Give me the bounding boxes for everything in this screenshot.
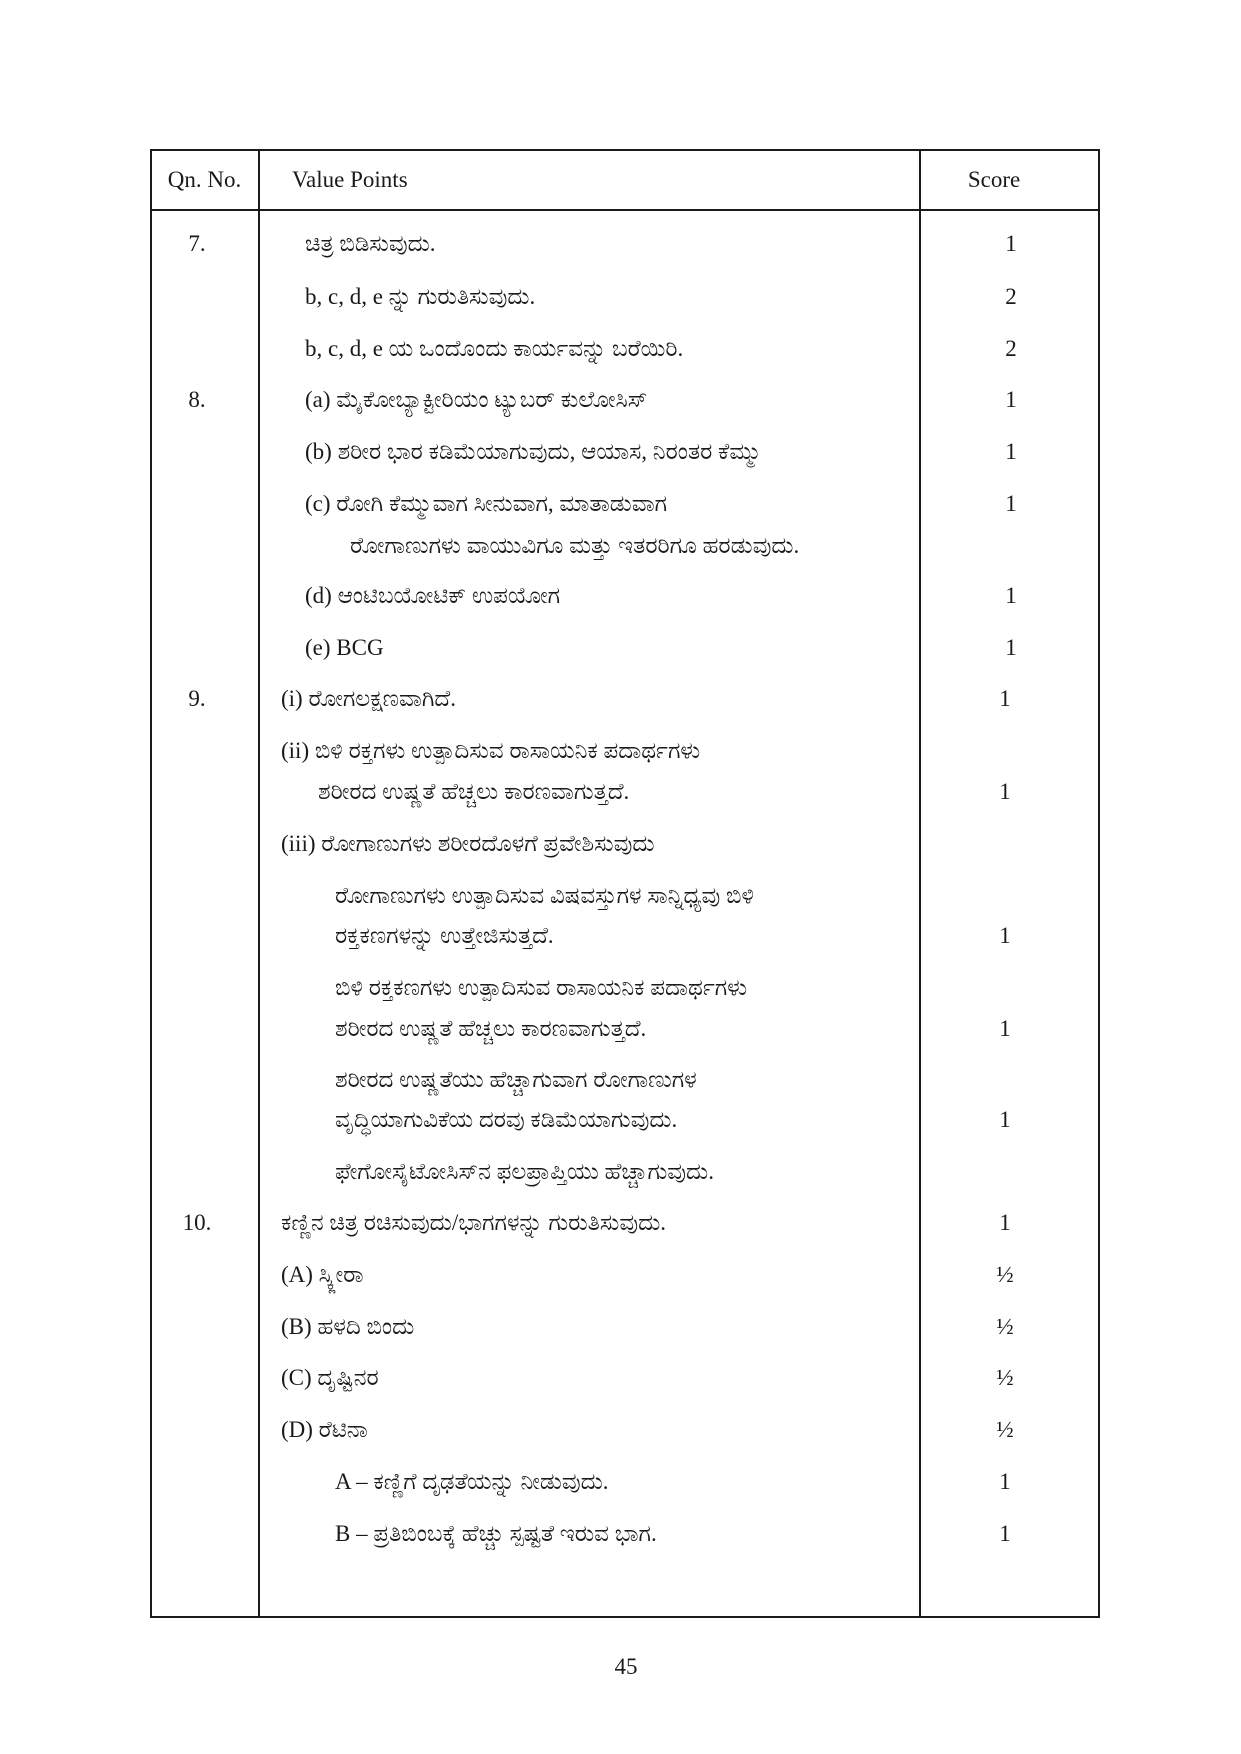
value-point-line: ಶರೀರದ ಉಷ್ಣತೆ ಹೆಚ್ಚಲು ಕಾರಣವಾಗುತ್ತದೆ.: [318, 779, 630, 804]
score-value: 1: [999, 1210, 1011, 1235]
header-score-label: Score: [967, 167, 1021, 192]
score-value: ½: [996, 1365, 1014, 1390]
value-point-line: A – ಕಣ್ಣಿಗೆ ದೃಢತೆಯನ್ನು ನೀಡುವುದು.: [335, 1469, 609, 1494]
question-number: 10.: [182, 1210, 212, 1235]
value-point-line: ರೋಗಾಣುಗಳು ಉತ್ಪಾದಿಸುವ ವಿಷವಸ್ತುಗಳ ಸಾನ್ನಿಧ್ಯವು ಬಿಳಿ: [335, 883, 754, 908]
value-point-line: (d) ಆಂಟಿಬಯೋಟಿಕ್ ಉಪಯೋಗ: [305, 583, 561, 608]
score-value: 1: [1005, 491, 1017, 516]
value-point-line: ಬಿಳಿ ರಕ್ತಕಣಗಳು ಉತ್ಪಾದಿಸುವ ರಾಸಾಯನಿಕ ಪದಾರ್ಥಗಳು: [335, 975, 748, 1000]
score-value: 1: [999, 1521, 1011, 1546]
value-point-line: ರೋಗಾಣುಗಳು ವಾಯುವಿಗೂ ಮತ್ತು ಇತರರಿಗೂ ಹರಡುವುದು.: [350, 533, 800, 558]
score-value: 1: [999, 1469, 1011, 1494]
score-value: ½: [996, 1262, 1014, 1287]
score-value: 1: [999, 779, 1011, 804]
score-value: 1: [999, 1016, 1011, 1041]
page-number: 45: [614, 1654, 638, 1679]
value-point-line: (i) ರೋಗಲಕ್ಷಣವಾಗಿದೆ.: [281, 686, 456, 711]
value-point-line: (D) ರೆಟಿನಾ: [281, 1417, 368, 1442]
value-point-line: ಫೇಗೋಸೈಟೋಸಿಸ್‌ನ ಫಲಪ್ರಾಪ್ತಿಯು ಹೆಚ್ಚಾಗುವುದು.: [335, 1159, 714, 1184]
value-point-line: (c) ರೋಗಿ ಕೆಮ್ಮುವಾಗ ಸೀನುವಾಗ, ಮಾತಾಡುವಾಗ: [305, 491, 668, 516]
score-value: 1: [1005, 439, 1017, 464]
score-value: 1: [1005, 583, 1017, 608]
column-divider-qn: [258, 149, 260, 1618]
score-value: ½: [996, 1314, 1014, 1339]
column-divider-score: [919, 149, 921, 1618]
header-value-points-label: Value Points: [292, 167, 408, 192]
value-point-line: ಕಣ್ಣಿನ ಚಿತ್ರ ರಚಿಸುವುದು/ಭಾಗಗಳನ್ನು ಗುರುತಿಸುವುದು.: [281, 1210, 667, 1235]
score-value: 2: [1005, 336, 1017, 361]
question-number: 8.: [188, 387, 206, 412]
score-value: 1: [1005, 635, 1017, 660]
score-value: 2: [1005, 284, 1017, 309]
value-point-line: B – ಪ್ರತಿಬಿಂಬಕ್ಕೆ ಹೆಚ್ಚು ಸ್ಪಷ್ಟತೆ ಇರುವ ಭಾಗ.: [335, 1521, 657, 1546]
score-value: 1: [999, 686, 1011, 711]
header-divider: [150, 209, 1100, 211]
value-point-line: ಶರೀರದ ಉಷ್ಣತೆ ಹೆಚ್ಚಲು ಕಾರಣವಾಗುತ್ತದೆ.: [335, 1016, 647, 1041]
value-point-line: (e) BCG: [305, 635, 384, 660]
value-point-line: (B) ಹಳದಿ ಬಿಂದು: [281, 1314, 415, 1339]
value-point-line: ರಕ್ತಕಣಗಳನ್ನು ಉತ್ತೇಜಿಸುತ್ತದೆ.: [335, 923, 554, 948]
value-point-line: ಚಿತ್ರ ಬಿಡಿಸುವುದು.: [305, 231, 436, 256]
header-qn-label: Qn. No.: [167, 167, 242, 192]
value-point-line: ವೃದ್ಧಿಯಾಗುವಿಕೆಯ ದರವು ಕಡಿಮೆಯಾಗುವುದು.: [335, 1107, 678, 1132]
value-point-line: b, c, d, e ನ್ನು ಗುರುತಿಸುವುದು.: [305, 284, 536, 309]
value-point-line: (ii) ಬಿಳಿ ರಕ್ತಗಳು ಉತ್ಪಾದಿಸುವ ರಾಸಾಯನಿಕ ಪದಾರ್ಥಗಳು: [281, 738, 701, 763]
value-point-line: (A) ಸ್ಕ್ಲೀರಾ: [281, 1262, 364, 1287]
question-number: 7.: [188, 231, 206, 256]
value-point-line: (a) ಮೈಕೋಬ್ಯಾಕ್ಟೀರಿಯಂ ಟ್ಯುಬರ್ ಕುಲೋಸಿಸ್: [305, 387, 648, 412]
value-point-line: (iii) ರೋಗಾಣುಗಳು ಶರೀರದೊಳಗೆ ಪ್ರವೇಶಿಸುವುದು: [281, 831, 655, 856]
score-value: 1: [999, 923, 1011, 948]
value-point-line: (b) ಶರೀರ ಭಾರ ಕಡಿಮೆಯಾಗುವುದು, ಆಯಾಸ, ನಿರಂತರ ಕೆಮ್ಮು: [305, 439, 762, 464]
score-value: 1: [1005, 387, 1017, 412]
value-point-line: (C) ದೃಷ್ಟಿನರ: [281, 1365, 379, 1390]
score-value: ½: [996, 1417, 1014, 1442]
score-value: 1: [999, 1107, 1011, 1132]
score-value: 1: [1005, 231, 1017, 256]
question-number: 9.: [188, 686, 206, 711]
value-point-line: b, c, d, e ಯ ಒಂದೊಂದು ಕಾರ್ಯವನ್ನು ಬರೆಯಿರಿ.: [305, 336, 684, 361]
value-point-line: ಶರೀರದ ಉಷ್ಣತೆಯು ಹೆಚ್ಚಾಗುವಾಗ ರೋಗಾಣುಗಳ: [335, 1067, 697, 1092]
